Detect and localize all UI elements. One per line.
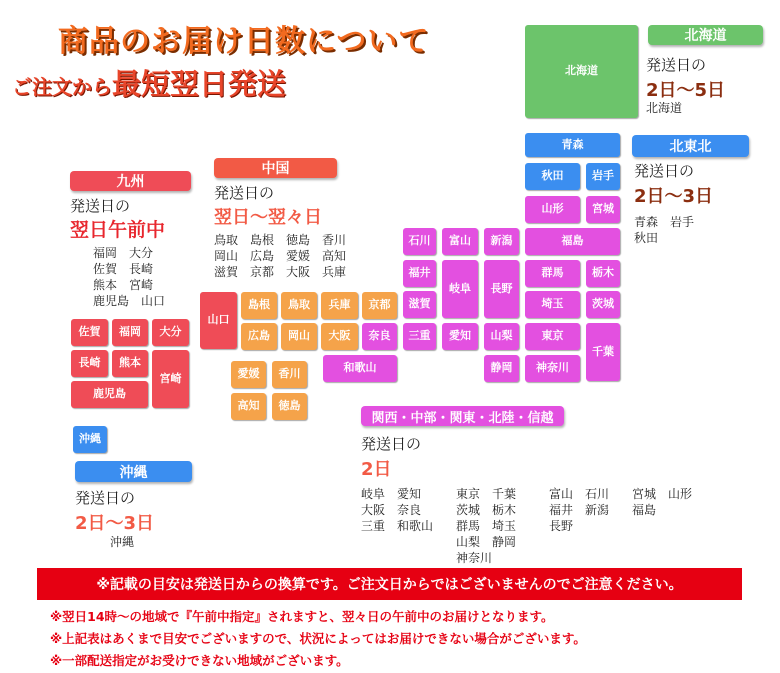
map-tokushima: 徳島	[272, 393, 307, 420]
map-tokyo: 東京	[525, 323, 580, 350]
kyushu-pref-line: 福岡 大分	[93, 246, 154, 260]
region-badge-tohoku: 北東北	[632, 135, 749, 157]
tohoku-prefs-1: 青森 岩手	[634, 215, 695, 229]
map-miyagi: 宮城	[586, 196, 620, 223]
region-badge-kinki: 関西・中部・関東・北陸・信越	[361, 406, 564, 426]
kinki-prefs-col2	[456, 486, 516, 566]
kinki-pref-line: 三重 和歌山	[361, 519, 434, 533]
map-kagawa: 香川	[272, 361, 307, 388]
kinki-pref-line: 茨城 栃木	[456, 503, 517, 517]
note-line: ※上記表はあくまで目安でございますので、状況によってはお届けできない場合がございます。	[50, 631, 586, 646]
region-badge-okinawa: 沖縄	[75, 461, 192, 482]
kyushu-ship-label: 発送日の	[70, 197, 131, 215]
map-osaka: 大阪	[321, 323, 358, 350]
map-okinawa: 沖縄	[73, 426, 107, 453]
map-nagano: 長野	[484, 260, 519, 318]
kinki-pref-line: 群馬 埼玉	[456, 519, 517, 533]
subtitle-big: 最短翌日発送	[112, 67, 287, 101]
kinki-pref-line: 長野	[549, 519, 574, 533]
map-oita: 大分	[152, 319, 189, 346]
kinki-days: 2日	[361, 459, 392, 480]
kinki-pref-line: 大阪 奈良	[361, 503, 422, 517]
note-line: ※翌日14時～の地域で『午前中指定』されますと、翌々日の午前中のお届けとなります。	[50, 609, 554, 624]
map-fukuoka: 福岡	[112, 319, 148, 346]
map-kyoto: 京都	[362, 292, 397, 319]
okinawa-prefs: 沖縄	[110, 535, 135, 549]
map-wakayama: 和歌山	[323, 355, 397, 382]
map-ishikawa: 石川	[403, 228, 436, 255]
okinawa-ship-label: 発送日の	[75, 489, 136, 507]
map-ehime: 愛媛	[231, 361, 266, 388]
tohoku-ship-label: 発送日の	[634, 162, 695, 180]
kinki-prefs-col1	[361, 486, 433, 534]
map-yamanashi: 山梨	[484, 323, 519, 350]
map-gifu: 岐阜	[442, 260, 478, 318]
chugoku-pref-line: 岡山 広島 愛媛 高知	[214, 249, 347, 263]
map-akita: 秋田	[525, 163, 580, 190]
map-toyama: 富山	[442, 228, 478, 255]
map-okayama: 岡山	[281, 323, 317, 350]
kinki-pref-line: 富山 石川	[549, 487, 610, 501]
region-badge-kyushu: 九州	[70, 171, 191, 191]
map-kumamoto: 熊本	[112, 350, 148, 377]
chugoku-days: 翌日～翌々日	[214, 207, 322, 228]
chugoku-prefs	[214, 232, 346, 280]
map-iwate: 岩手	[586, 163, 620, 190]
map-mie: 三重	[403, 323, 436, 350]
region-badge-chugoku: 中国	[214, 158, 337, 178]
map-chiba: 千葉	[586, 323, 620, 381]
hokkaido-prefs: 北海道	[646, 101, 683, 115]
map-hokkaido: 北海道	[525, 25, 638, 118]
map-fukushima: 福島	[525, 228, 620, 255]
map-kochi: 高知	[231, 393, 266, 420]
chugoku-pref-line: 鳥取 島根 徳島 香川	[214, 233, 347, 247]
kinki-pref-line: 神奈川	[456, 551, 493, 565]
region-badge-hokkaido: 北海道	[648, 25, 763, 45]
map-nara: 奈良	[362, 323, 397, 350]
kyushu-pref-line: 熊本 宮崎	[93, 278, 154, 292]
kinki-pref-line: 東京 千葉	[456, 487, 517, 501]
map-hiroshima: 広島	[241, 323, 277, 350]
map-aomori: 青森	[525, 133, 620, 157]
chugoku-pref-line: 滋賀 京都 大阪 兵庫	[214, 265, 347, 279]
map-niigata: 新潟	[484, 228, 519, 255]
map-shizuoka: 静岡	[484, 355, 519, 382]
map-aichi: 愛知	[442, 323, 478, 350]
kinki-prefs-col4	[632, 486, 692, 518]
kyushu-pref-line: 佐賀 長崎	[93, 262, 154, 276]
page-subtitle	[12, 62, 286, 103]
map-miyazaki: 宮崎	[152, 350, 189, 408]
map-saga: 佐賀	[71, 319, 108, 346]
map-kanagawa: 神奈川	[525, 355, 580, 382]
hokkaido-ship-label: 発送日の	[646, 56, 707, 74]
kinki-pref-line: 福島	[632, 503, 657, 517]
map-yamagata: 山形	[525, 196, 580, 223]
kinki-prefs-col3	[549, 486, 609, 534]
kinki-pref-line: 宮城 山形	[632, 487, 693, 501]
note-line: ※一部配送指定がお受けできない地域がございます。	[50, 653, 349, 668]
kyushu-pref-line: 鹿児島 山口	[93, 294, 166, 308]
tohoku-days: 2日～3日	[634, 186, 714, 207]
map-shiga: 滋賀	[403, 291, 436, 318]
hokkaido-days: 2日～5日	[646, 80, 726, 101]
notice-banner: ※記載の目安は発送日からの換算です。ご注文日からではございませんのでご注意ください。	[37, 568, 742, 600]
tohoku-prefs-2: 秋田	[634, 231, 659, 245]
map-fukui: 福井	[403, 260, 436, 287]
kinki-pref-line: 福井 新潟	[549, 503, 610, 517]
kyushu-days: 翌日午前中	[70, 219, 166, 241]
page-title: 商品のお届け日数について	[58, 24, 430, 59]
map-yamaguchi: 山口	[200, 292, 237, 349]
kinki-pref-line: 山梨 静岡	[456, 535, 517, 549]
map-ibaraki: 茨城	[586, 291, 620, 318]
map-saitama: 埼玉	[525, 291, 580, 318]
map-nagasaki: 長崎	[71, 350, 108, 377]
kinki-ship-label: 発送日の	[361, 435, 422, 453]
map-tottori: 鳥取	[281, 292, 317, 319]
chugoku-ship-label: 発送日の	[214, 184, 275, 202]
map-gunma: 群馬	[525, 260, 580, 287]
okinawa-days: 2日～3日	[75, 513, 155, 534]
kinki-pref-line: 岐阜 愛知	[361, 487, 422, 501]
map-kagoshima: 鹿児島	[71, 381, 148, 408]
kyushu-prefs	[93, 245, 165, 309]
subtitle-small: ご注文から	[12, 75, 112, 99]
map-hyogo: 兵庫	[321, 292, 358, 319]
map-shimane: 島根	[241, 292, 277, 319]
map-tochigi: 栃木	[586, 260, 620, 287]
